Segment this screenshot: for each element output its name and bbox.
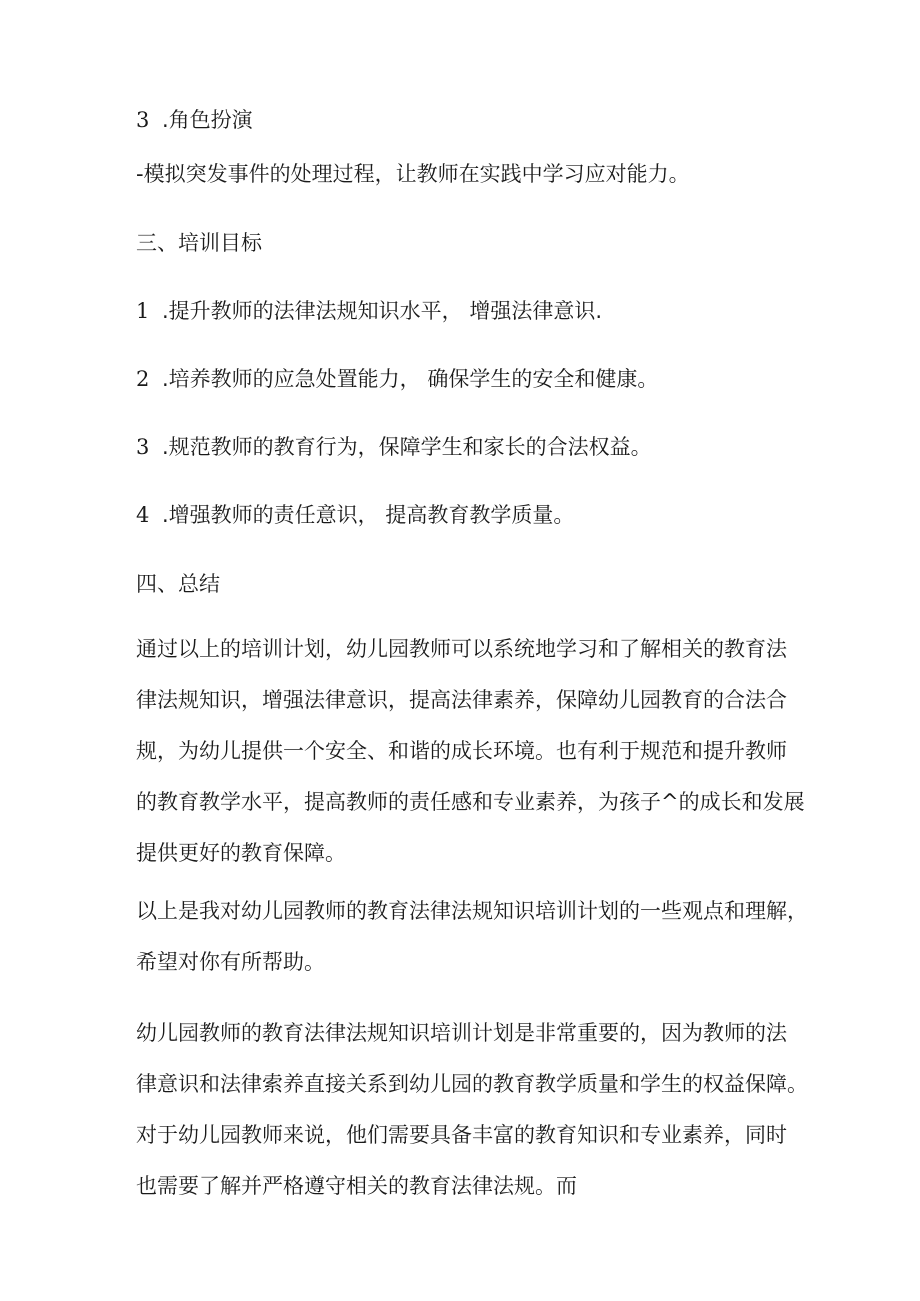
summary-paragraph [136, 624, 805, 879]
section-heading-training-goals: 三、培训目标 [136, 231, 262, 255]
list-item-text: .规范教师的教育行为，保障学生和家长的合法权益。 [162, 435, 652, 459]
paragraph-line: 希望对你有所帮助。 [136, 950, 325, 974]
goal-item [136, 298, 602, 324]
paragraph-line: 幼儿园教师的教育法律法规知识培训计划是非常重要的，因为教师的法 [136, 1021, 787, 1045]
closing-paragraph [136, 886, 808, 988]
paragraph-line: 对于幼儿园教师来说，他们需要具备丰富的教育知识和专业素养，同时 [136, 1123, 787, 1147]
section-heading-summary: 四、总结 [136, 572, 220, 596]
list-item-roleplay [136, 107, 253, 133]
paragraph-line: 律意识和法律索养直接关系到幼儿园的教育教学质量和学生的权益保障。 [136, 1072, 808, 1096]
list-number: 3 [136, 108, 150, 132]
list-number: 3 [136, 435, 150, 459]
paragraph-line: 以上是我对幼儿园教师的教育法律法规知识培训计划的一些观点和理解， [136, 899, 808, 923]
goal-item [136, 366, 658, 392]
paragraph-line: 提供更好的教育保障。 [136, 841, 346, 865]
roleplay-description: -模拟突发事件的处理过程，让教师在实践中学习应对能力。 [136, 162, 690, 186]
list-item-text: .提升教师的法律法规知识水平， 增强法律意识. [162, 299, 603, 323]
paragraph-line: 规，为幼儿提供一个安全、和谐的成长环境。也有利于规范和提升教师 [136, 739, 787, 763]
list-number: 1 [136, 299, 150, 323]
list-item-text: .角色扮演 [162, 108, 253, 132]
goal-item [136, 434, 652, 460]
paragraph-line: 通过以上的培训计划，幼儿园教师可以系统地学习和了解相关的教育法 [136, 637, 787, 661]
list-item-text: .增强教师的责任意识， 提高教育教学质量。 [162, 503, 575, 527]
list-number: 4 [136, 503, 150, 527]
list-number: 2 [136, 367, 150, 391]
final-paragraph [136, 1008, 808, 1212]
goal-item [136, 502, 574, 528]
list-item-text: .培养教师的应急处置能力， 确保学生的安全和健康。 [162, 367, 659, 391]
paragraph-line: 也需要了解并严格遵守相关的教育法律法规。而 [136, 1174, 577, 1198]
paragraph-line: 律法规知识，增强法律意识，提高法律素养，保障幼儿园教育的合法合 [136, 688, 787, 712]
paragraph-line: 的教育教学水平，提高教师的责任感和专业素养，为孩子^的成长和发展 [136, 790, 805, 814]
